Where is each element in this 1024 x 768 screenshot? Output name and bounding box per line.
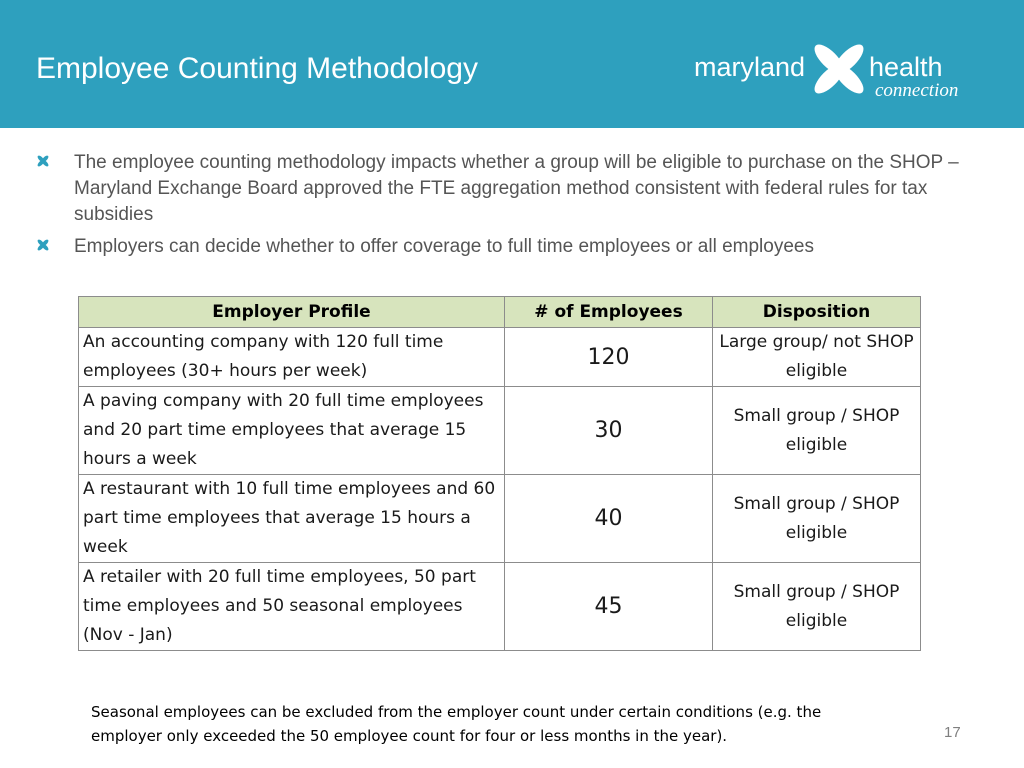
- slide-header: [0, 0, 1024, 128]
- table-row: [79, 328, 921, 387]
- cell-profile: An accounting company with 120 full time employees (30+ hours per week): [79, 328, 505, 387]
- bullet-text: Employers can decide whether to offer coverage to full time employees or all employees: [74, 236, 814, 257]
- page-number: 17: [944, 724, 961, 741]
- logo-word-health: health: [869, 52, 943, 82]
- table-header-row: [79, 297, 921, 328]
- cell-employee-count: 30: [505, 387, 713, 475]
- employer-profile-table: [78, 296, 920, 651]
- flower-logo-icon: [808, 38, 870, 100]
- bullet-list: [36, 150, 986, 266]
- cell-employee-count: 40: [505, 475, 713, 563]
- bullet-item: [36, 234, 986, 260]
- cell-disposition: Small group / SHOP eligible: [713, 563, 921, 651]
- cell-profile: A retailer with 20 full time employees, 50 part time employees and 50 seasonal employees (Nov - Jan): [79, 563, 505, 651]
- cell-employee-count: 45: [505, 563, 713, 651]
- cell-disposition: Large group/ not SHOP eligible: [713, 328, 921, 387]
- bullet-item: [36, 150, 986, 228]
- table-row: [79, 563, 921, 651]
- maryland-health-connection-logo: [694, 38, 994, 108]
- x-bullet-icon: [36, 238, 50, 252]
- logo-word-maryland: maryland: [694, 52, 806, 82]
- header-disposition: Disposition: [713, 297, 921, 328]
- cell-profile: A paving company with 20 full time employees and 20 part time employees that average 15 hours a week: [79, 387, 505, 475]
- x-bullet-icon: [36, 154, 50, 168]
- cell-profile: A restaurant with 10 full time employees and 60 part time employees that average 15 hours a week: [79, 475, 505, 563]
- slide-title: Employee Counting Methodology: [36, 52, 478, 85]
- table-row: [79, 475, 921, 563]
- logo-word-connection: connection: [875, 80, 959, 101]
- table-row: [79, 387, 921, 475]
- header-employer-profile: Employer Profile: [79, 297, 505, 328]
- bullet-text: The employee counting methodology impacts whether a group will be eligible to purchase on the SHOP – Maryland Exchange Board approved the FTE aggregation method consistent with federal rules for tax subsidies: [74, 152, 959, 225]
- header-number-of-employees: # of Employees: [505, 297, 713, 328]
- cell-disposition: Small group / SHOP eligible: [713, 475, 921, 563]
- cell-disposition: Small group / SHOP eligible: [713, 387, 921, 475]
- seasonal-employees-note: Seasonal employees can be excluded from the employer count under certain conditions (e.g. the employer only exceeded the 50 employee count for four or less months in the year).: [91, 703, 822, 745]
- cell-employee-count: 120: [505, 328, 713, 387]
